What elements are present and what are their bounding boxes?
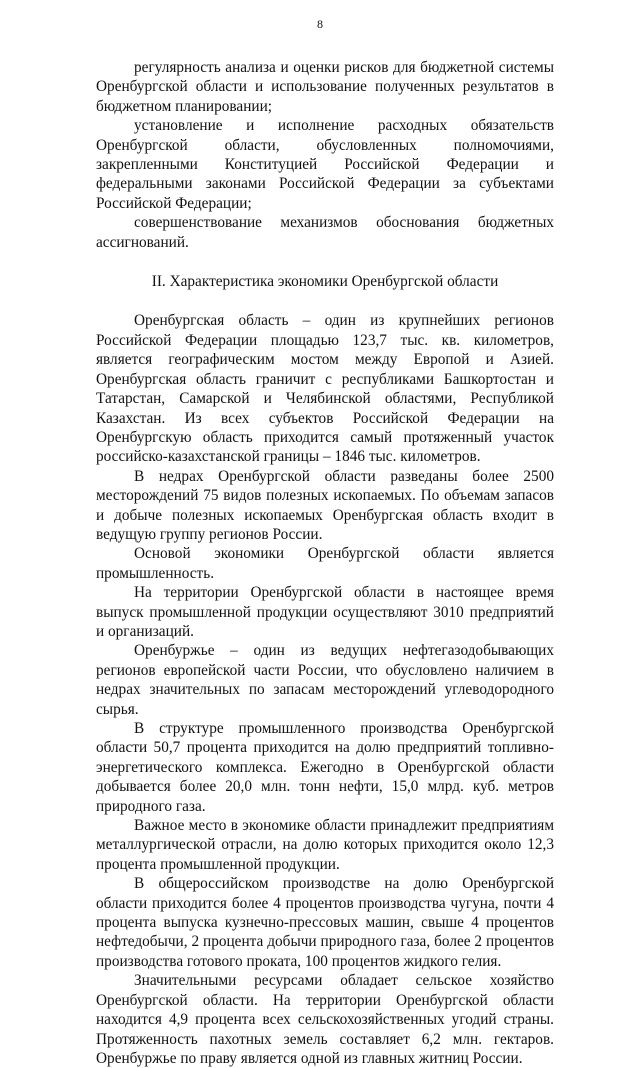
document-body xyxy=(96,58,554,1068)
page-number: 8 xyxy=(317,17,323,31)
paragraph: Основой экономики Оренбургской области является промышленность. xyxy=(96,545,554,582)
paragraph: Значительными ресурсами обладает сельское хозяйство Оренбургской области. На территории Оренбургской области находится 4,9 процента всех сельскохозяйственных угодий страны. Протяженность пахотных земель составляет 6,2 млн. гектаров. Оренбуржье по праву является одной из главных житниц России. xyxy=(96,972,554,1067)
list-item: совершенствование механизмов обоснования бюджетных ассигнований. xyxy=(96,214,554,251)
paragraph: В структуре промышленного производства Оренбургской области 50,7 процента приходится на долю предприятий топливно-энергетического комплекса. Ежегодно в Оренбургской области добывается более 20,0 млн. тонн нефти, 15,0 млрд. куб. метров природного газа. xyxy=(96,720,554,815)
paragraph: В общероссийском производстве на долю Оренбургской области приходится более 4 процентов производства чугуна, почти 4 процента выпуска кузнечно-прессовых машин, свыше 4 процентов нефтедобычи, 2 процента добычи природного газа, более 2 процентов производства готового проката, 100 процентов жидкого гелия. xyxy=(96,875,554,970)
paragraph: На территории Оренбургской области в настоящее время выпуск промышленной продукции осуществляют 3010 предприятий и организаций. xyxy=(96,584,554,640)
list-item: установление и исполнение расходных обязательств Оренбургской области, обусловленных полномочиями, закрепленными Конституцией Российской Федерации и федеральными законами Российской Федерации за субъектами Российской Федерации; xyxy=(96,117,554,212)
paragraph: Оренбургская область – один из крупнейших регионов Российской Федерации площадью 123,7 тыс. кв. километров, является географическим мостом между Европой и Азией. Оренбургская область граничит с республиками Башкортостан и Татарстан, Самарской и Челябинской областями, Республикой Казахстан. Из всех субъектов Российской Федерации на Оренбургскую область приходится самый протяженный участок российско-казахстанской границы – 1846 тыс. километров. xyxy=(96,312,554,466)
paragraph: Оренбуржье – один из ведущих нефтегазодобывающих регионов европейской части России, что обусловлено наличием в недрах значительных по запасам месторождений углеводородного сырья. xyxy=(96,642,554,718)
section-heading: II. Характеристика экономики Оренбургской области xyxy=(151,273,499,291)
list-item: регулярность анализа и оценки рисков для бюджетной системы Оренбургской области и использование полученных результатов в бюджетном планировании; xyxy=(96,59,554,115)
paragraph: В недрах Оренбургской области разведаны более 2500 месторождений 75 видов полезных ископаемых. По объемам запасов и добыче полезных ископаемых Оренбургская область входит в ведущую группу регионов России. xyxy=(96,467,554,543)
paragraph: Важное место в экономике области принадлежит предприятиям металлургической отрасли, на долю которых приходится около 12,3 процента промышленной продукции. xyxy=(96,817,554,873)
